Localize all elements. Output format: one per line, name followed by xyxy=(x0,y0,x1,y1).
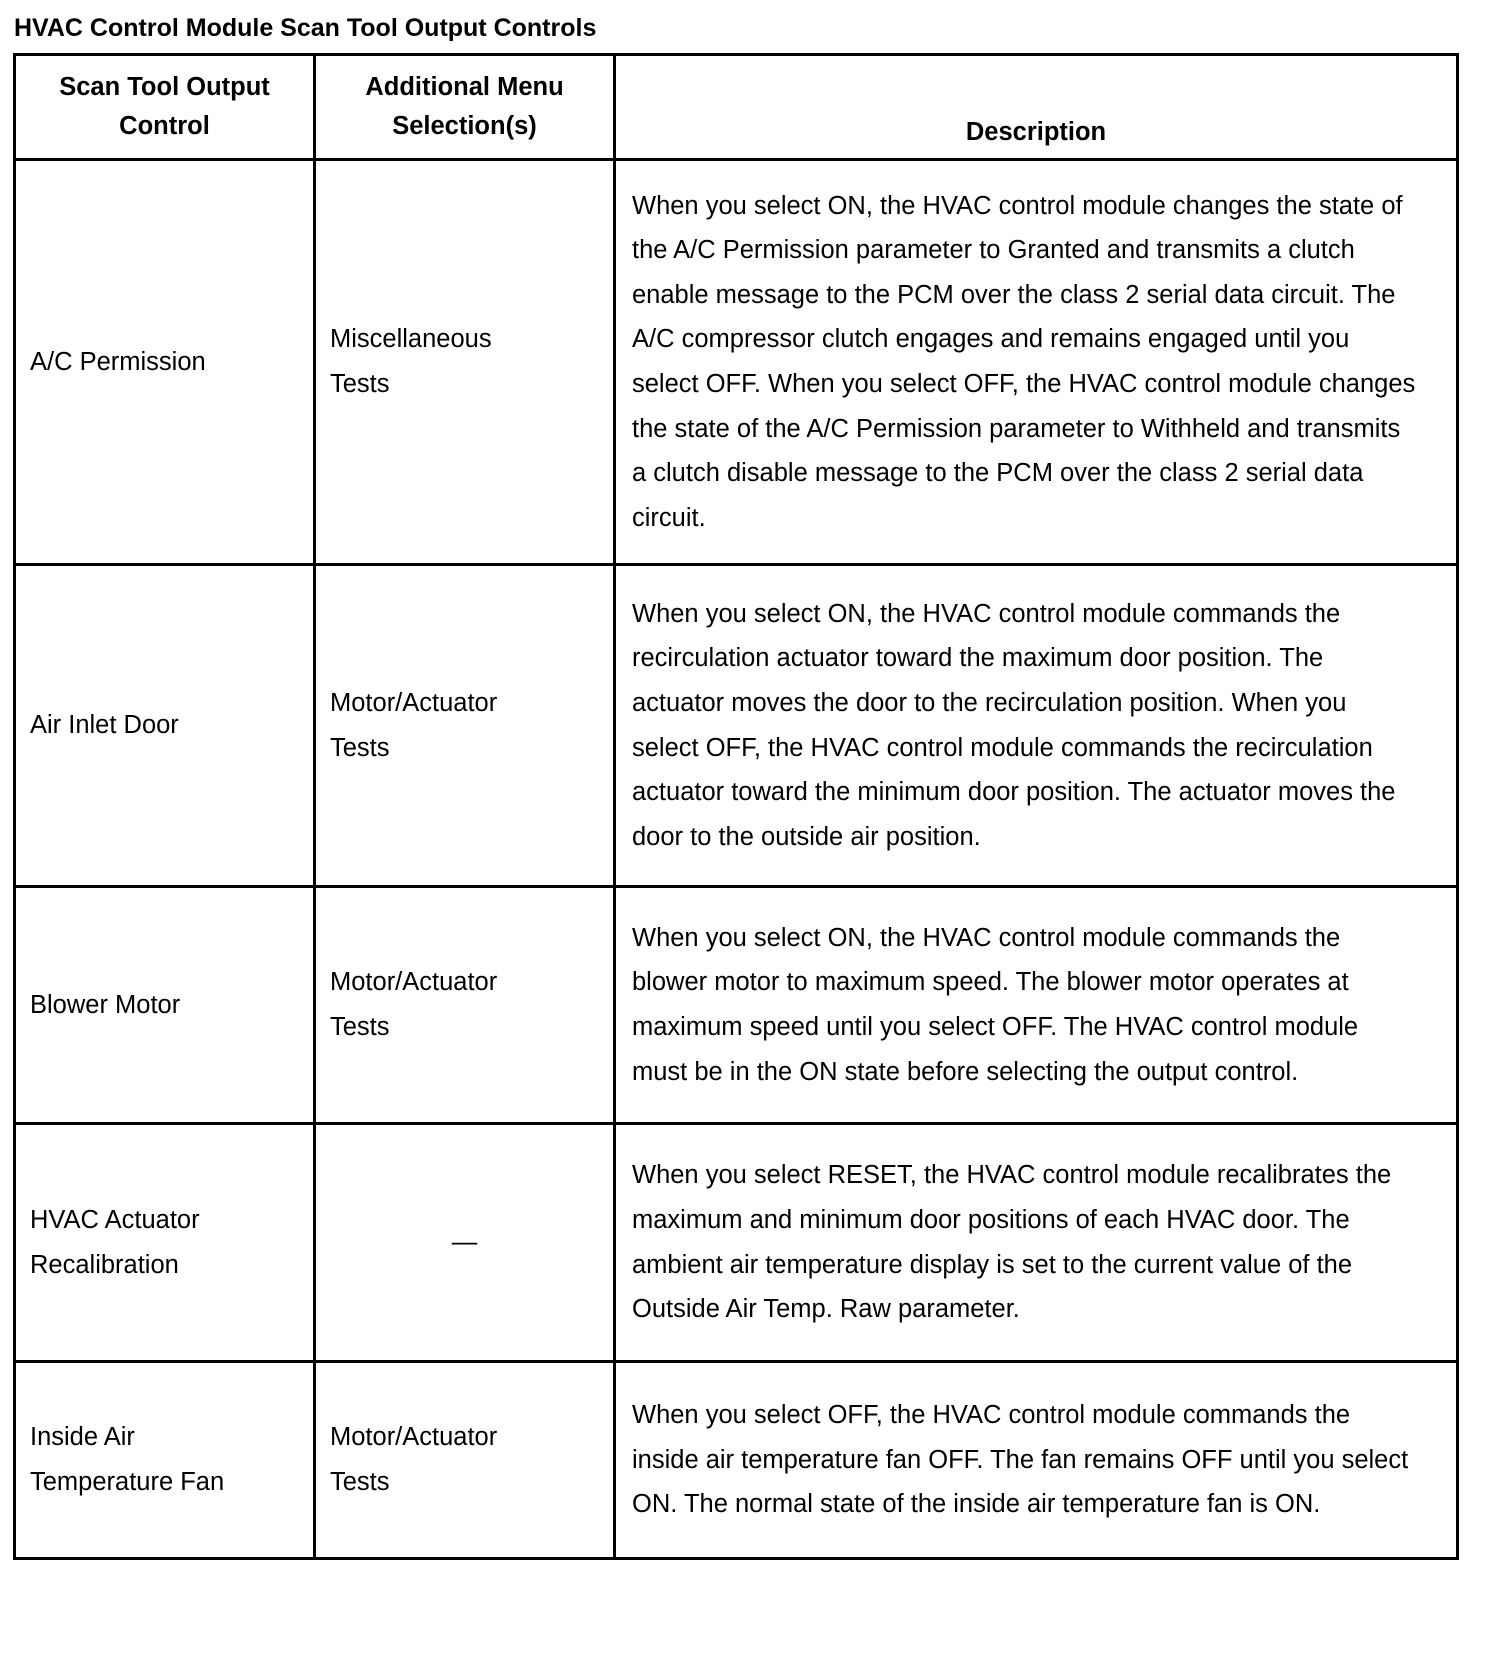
cell-menu-selection: Miscellaneous Tests xyxy=(315,160,615,565)
document-title: HVAC Control Module Scan Tool Output Controls xyxy=(14,14,597,42)
cell-description: When you select RESET, the HVAC control module recalibrates the maximum and minimum door positions of each HVAC door. The ambient air temperature display is set to the current value of the Outside Air Temp. Raw parameter. xyxy=(615,1124,1458,1362)
cell-menu-selection: Motor/Actuator Tests xyxy=(315,887,615,1124)
header-description: Description xyxy=(615,55,1458,160)
table-row xyxy=(15,565,1458,887)
output-controls-table xyxy=(13,53,1459,1560)
cell-control: A/C Permission xyxy=(15,160,315,565)
cell-control: Air Inlet Door xyxy=(15,565,315,887)
cell-menu-selection: Motor/Actuator Tests xyxy=(315,565,615,887)
header-additional-menu-selections: Additional Menu Selection(s) xyxy=(315,55,615,160)
cell-description: When you select ON, the HVAC control module changes the state of the A/C Permission parameter to Granted and transmits a clutch enable message to the PCM over the class 2 serial data circuit. The A/C compressor clutch engages and remains engaged until you select OFF. When you select OFF, the HVAC control module changes the state of the A/C Permission parameter to Withheld and transmits a clutch disable message to the PCM over the class 2 serial data circuit. xyxy=(615,160,1458,565)
cell-control: HVAC Actuator Recalibration xyxy=(15,1124,315,1362)
header-scan-tool-output-control: Scan Tool Output Control xyxy=(15,55,315,160)
cell-menu-selection: Motor/Actuator Tests xyxy=(315,1362,615,1559)
cell-description: When you select OFF, the HVAC control module commands the inside air temperature fan OFF. The fan remains OFF until you select ON. The normal state of the inside air temperature fan is ON. xyxy=(615,1362,1458,1559)
cell-description: When you select ON, the HVAC control module commands the recirculation actuator toward the maximum door position. The actuator moves the door to the recirculation position. When you select OFF, the HVAC control module commands the recirculation actuator toward the minimum door position. The actuator moves the door to the outside air position. xyxy=(615,565,1458,887)
table-row xyxy=(15,1124,1458,1362)
cell-control: Inside Air Temperature Fan xyxy=(15,1362,315,1559)
cell-description: When you select ON, the HVAC control module commands the blower motor to maximum speed. The blower motor operates at maximum speed until you select OFF. The HVAC control module must be in the ON state before selecting the output control. xyxy=(615,887,1458,1124)
table-row xyxy=(15,160,1458,565)
header-row xyxy=(15,55,1458,160)
table-row xyxy=(15,887,1458,1124)
cell-control: Blower Motor xyxy=(15,887,315,1124)
table-row xyxy=(15,1362,1458,1559)
cell-menu-selection: — xyxy=(315,1124,615,1362)
